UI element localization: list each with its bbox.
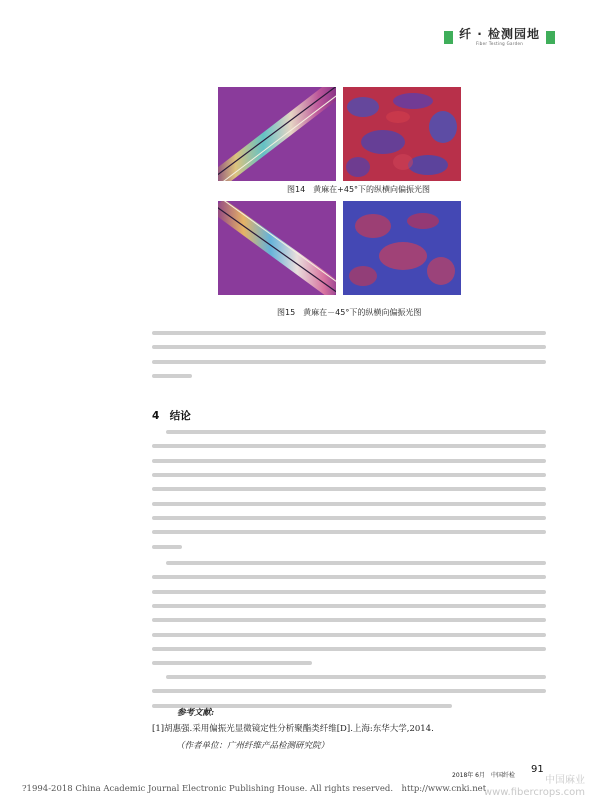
text-line [152,511,546,525]
text-line [152,570,546,584]
text-line [152,340,546,354]
text-line [152,496,546,510]
text-line [152,599,546,613]
references-title: 参考文献: [177,708,215,718]
text-line [152,468,546,482]
text-line [152,454,546,468]
text-line [152,642,546,656]
text-line [152,670,546,684]
text-line [152,556,546,570]
green-square-right [546,31,555,44]
text-line [152,539,546,553]
text-line [152,656,546,670]
page-number: 91 [531,764,544,775]
text-line [152,439,546,453]
figure-14-caption: 图14 黄麻在+45°下的纵横向偏振光图 [287,185,431,194]
figure-15-longitudinal-image [218,201,336,295]
watermark-line-1: 中国麻业 [545,775,585,786]
text-line [152,326,546,340]
watermark [484,775,585,799]
conclusion-paragraph-2 [152,556,546,670]
copyright-line: ?1994-2018 China Academic Journal Electronic Publishing House. All rights reserved. http://www.cnki.net [22,784,487,794]
text-line [152,684,546,698]
paragraph-polarization-continued [152,326,546,383]
text-line [152,627,546,641]
column-title-block [459,28,540,46]
text-line [152,355,546,369]
column-subtitle: Fiber Testing Garden [476,41,524,46]
conclusion-paragraph-1 [152,425,546,554]
figure-15-caption: 图15 黄麻在－45°下的纵横向偏振光图 [277,308,422,317]
text-line [152,369,546,383]
author-affiliation: （作者单位：广州纤维产品检测研究院） [176,741,330,751]
reference-1: [1]胡惠强.采用偏振光显微镜定性分析聚酯类纤维[D].上海:东华大学,2014. [152,724,434,734]
text-line [152,613,546,627]
footer-issue-info: 2018年 6月 中国纤检 [452,772,515,779]
figure-14-images [218,87,461,181]
figure-14-cross-section-image [343,87,461,181]
green-square-left [444,31,453,44]
watermark-line-2: www.fibercrops.com [483,787,585,798]
column-logo [444,24,555,50]
text-line [152,425,546,439]
text-line [152,525,546,539]
section-4-heading: 4 结论 [152,410,191,422]
text-line [152,482,546,496]
text-line [152,585,546,599]
figure-14-longitudinal-image [218,87,336,181]
figure-15-images [218,201,461,295]
column-title: 纤 · 检测园地 [459,27,540,41]
figure-15-cross-section-image [343,201,461,295]
